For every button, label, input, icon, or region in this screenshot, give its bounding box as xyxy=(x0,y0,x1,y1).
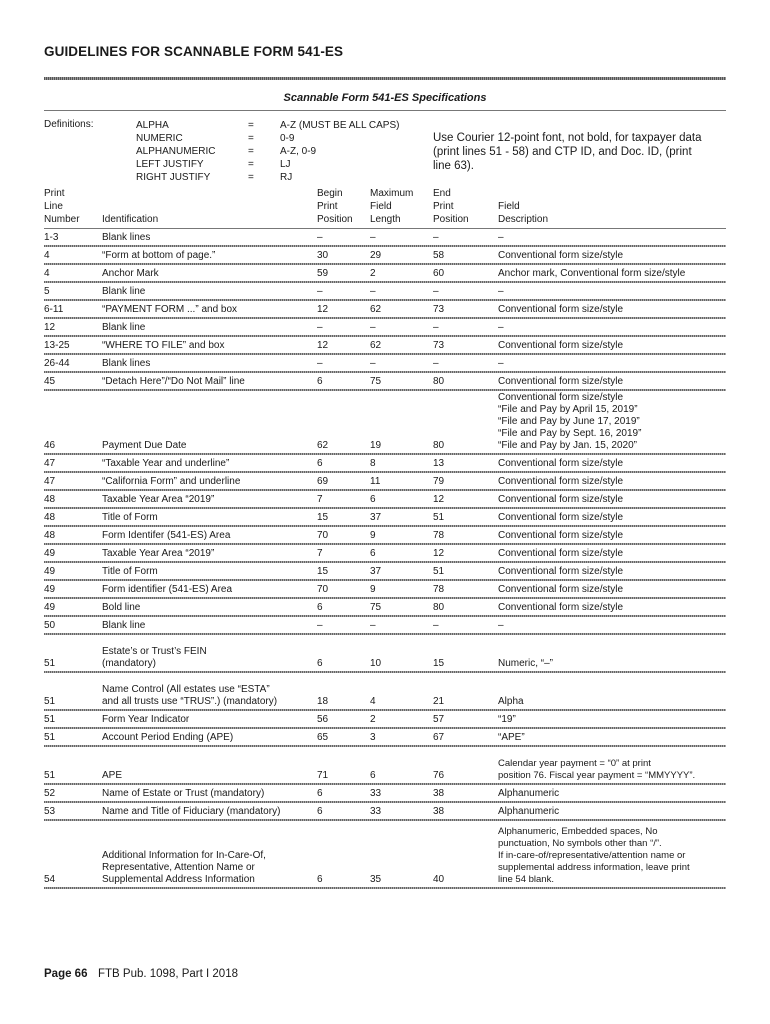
cell-line-number: 13-25 xyxy=(44,340,70,351)
definition-value: LJ xyxy=(280,159,291,170)
cell-end-position: 73 xyxy=(433,304,445,315)
cell-identification: Title of Form xyxy=(102,566,158,577)
cell-identification: Supplemental Address Information xyxy=(102,874,255,885)
row-divider xyxy=(44,389,726,391)
title-rule xyxy=(44,77,726,80)
cell-end-position: 60 xyxy=(433,268,445,279)
cell-end-position: 79 xyxy=(433,476,445,487)
cell-line-number: 49 xyxy=(44,584,56,595)
cell-max-length: 8 xyxy=(370,458,376,469)
row-divider xyxy=(44,525,726,527)
cell-end-position: 12 xyxy=(433,548,445,559)
row-divider xyxy=(44,615,726,617)
cell-line-number: 50 xyxy=(44,620,56,631)
cell-identification: Blank line xyxy=(102,322,146,333)
cell-begin-position: 70 xyxy=(317,530,329,541)
definition-equals: = xyxy=(248,146,254,157)
cell-max-length: 75 xyxy=(370,602,382,613)
cell-identification: “Taxable Year and underline” xyxy=(102,458,230,469)
cell-line-number: 4 xyxy=(44,268,50,279)
cell-identification: Bold line xyxy=(102,602,141,613)
cell-line-number: 51 xyxy=(44,714,56,725)
cell-max-length: – xyxy=(370,232,376,243)
row-divider xyxy=(44,263,726,265)
footer-publication: FTB Pub. 1098, Part I 2018 xyxy=(98,968,238,980)
spec-title-rule xyxy=(44,110,726,111)
header-begin: Position xyxy=(317,214,353,225)
cell-line-number: 49 xyxy=(44,602,56,613)
row-divider xyxy=(44,745,726,747)
cell-max-length: 2 xyxy=(370,714,376,725)
row-divider xyxy=(44,597,726,599)
cell-max-length: 4 xyxy=(370,696,376,707)
cell-identification: Blank lines xyxy=(102,358,151,369)
cell-line-number: 52 xyxy=(44,788,56,799)
header-end: Print xyxy=(433,201,454,212)
cell-max-length: 11 xyxy=(370,476,381,487)
cell-max-length: 6 xyxy=(370,548,376,559)
cell-end-position: 80 xyxy=(433,440,445,451)
cell-end-position: 80 xyxy=(433,602,445,613)
cell-begin-position: 15 xyxy=(317,566,329,577)
header-desc: Description xyxy=(498,214,549,225)
cell-line-number: 48 xyxy=(44,494,56,505)
cell-max-length: 37 xyxy=(370,512,382,523)
cell-begin-position: 12 xyxy=(317,340,329,351)
cell-max-length: 10 xyxy=(370,658,382,669)
cell-end-position: – xyxy=(433,322,439,333)
row-divider xyxy=(44,633,726,635)
cell-begin-position: 6 xyxy=(317,788,323,799)
cell-max-length: – xyxy=(370,358,376,369)
header-max: Length xyxy=(370,214,401,225)
definition-equals: = xyxy=(248,133,254,144)
cell-end-position: 12 xyxy=(433,494,445,505)
cell-end-position: 21 xyxy=(433,696,445,707)
cell-max-length: 33 xyxy=(370,806,382,817)
cell-line-number: 12 xyxy=(44,322,56,333)
cell-max-length: 62 xyxy=(370,304,382,315)
cell-end-position: 78 xyxy=(433,530,445,541)
cell-field-description: line 54 blank. xyxy=(498,874,554,885)
cell-end-position: 38 xyxy=(433,788,445,799)
cell-end-position: 58 xyxy=(433,250,445,261)
cell-end-position: – xyxy=(433,286,439,297)
cell-max-length: 3 xyxy=(370,732,376,743)
row-divider xyxy=(44,887,726,889)
header-desc: Field xyxy=(498,201,520,212)
cell-field-description: Conventional form size/style xyxy=(498,476,624,487)
cell-begin-position: 62 xyxy=(317,440,329,451)
cell-begin-position: 6 xyxy=(317,458,323,469)
cell-field-description: – xyxy=(498,286,504,297)
row-divider xyxy=(44,489,726,491)
cell-line-number: 48 xyxy=(44,512,56,523)
cell-max-length: 6 xyxy=(370,494,376,505)
cell-max-length: 9 xyxy=(370,584,376,595)
row-divider xyxy=(44,579,726,581)
cell-identification: Account Period Ending (APE) xyxy=(102,732,234,743)
cell-identification: APE xyxy=(102,770,123,781)
cell-begin-position: 70 xyxy=(317,584,329,595)
cell-field-description: – xyxy=(498,232,504,243)
row-divider xyxy=(44,335,726,337)
row-divider xyxy=(44,783,726,785)
cell-end-position: 38 xyxy=(433,806,445,817)
cell-line-number: 54 xyxy=(44,874,56,885)
cell-end-position: 51 xyxy=(433,566,445,577)
cell-line-number: 48 xyxy=(44,530,56,541)
cell-field-description: Conventional form size/style xyxy=(498,512,624,523)
cell-max-length: – xyxy=(370,322,376,333)
cell-field-description: “File and Pay by April 15, 2019” xyxy=(498,404,638,415)
cell-max-length: 75 xyxy=(370,376,382,387)
cell-begin-position: 7 xyxy=(317,494,323,505)
cell-begin-position: 65 xyxy=(317,732,329,743)
cell-begin-position: 6 xyxy=(317,376,323,387)
cell-identification: Form Identifer (541-ES) Area xyxy=(102,530,231,541)
header-end: End xyxy=(433,188,451,199)
cell-max-length: – xyxy=(370,286,376,297)
cell-identification: Payment Due Date xyxy=(102,440,187,451)
cell-identification: Estate’s or Trust’s FEIN xyxy=(102,646,207,657)
header-ident: Identification xyxy=(102,214,159,225)
cell-end-position: – xyxy=(433,358,439,369)
cell-identification: and all trusts use “TRUS”.) (mandatory) xyxy=(102,696,278,707)
definition-term: NUMERIC xyxy=(136,133,183,144)
cell-identification: Form identifier (541-ES) Area xyxy=(102,584,233,595)
cell-max-length: 6 xyxy=(370,770,376,781)
header-line: Print xyxy=(44,188,65,199)
cell-line-number: 1-3 xyxy=(44,232,59,243)
cell-line-number: 26-44 xyxy=(44,358,70,369)
definition-value: A-Z, 0-9 xyxy=(280,146,317,157)
cell-begin-position: 6 xyxy=(317,658,323,669)
row-divider xyxy=(44,245,726,247)
cell-max-length: 9 xyxy=(370,530,376,541)
spec-title: Scannable Form 541-ES Specifications xyxy=(283,92,487,104)
cell-end-position: – xyxy=(433,620,439,631)
row-divider xyxy=(44,709,726,711)
cell-field-description: Conventional form size/style xyxy=(498,250,624,261)
cell-max-length: 37 xyxy=(370,566,382,577)
cell-identification: Form Year Indicator xyxy=(102,714,190,725)
cell-field-description: – xyxy=(498,620,504,631)
cell-field-description: punctuation, No symbols other than “/”. xyxy=(498,838,662,849)
cell-identification: Taxable Year Area “2019” xyxy=(102,548,215,559)
cell-max-length: 35 xyxy=(370,874,382,885)
row-divider xyxy=(44,371,726,373)
cell-begin-position: 56 xyxy=(317,714,329,725)
row-divider xyxy=(44,317,726,319)
cell-identification: “PAYMENT FORM ...” and box xyxy=(102,304,238,315)
cell-field-description: Conventional form size/style xyxy=(498,458,624,469)
cell-line-number: 47 xyxy=(44,458,56,469)
definition-value: RJ xyxy=(280,172,293,183)
cell-identification: “Form at bottom of page.” xyxy=(102,250,216,261)
cell-identification: Name and Title of Fiduciary (mandatory) xyxy=(102,806,281,817)
cell-end-position: 57 xyxy=(433,714,445,725)
cell-line-number: 4 xyxy=(44,250,50,261)
definition-term: RIGHT JUSTIFY xyxy=(136,172,211,183)
cell-identification: Anchor Mark xyxy=(102,268,159,279)
cell-field-description: Alpha xyxy=(498,696,524,707)
cell-field-description: “File and Pay by June 17, 2019” xyxy=(498,416,640,427)
cell-end-position: 76 xyxy=(433,770,445,781)
cell-field-description: “File and Pay by Sept. 16, 2019” xyxy=(498,428,642,439)
cell-begin-position: – xyxy=(317,286,323,297)
cell-begin-position: – xyxy=(317,322,323,333)
header-line: Number xyxy=(44,214,80,225)
cell-field-description: Conventional form size/style xyxy=(498,392,624,403)
row-divider xyxy=(44,727,726,729)
cell-line-number: 51 xyxy=(44,732,56,743)
cell-end-position: 67 xyxy=(433,732,445,743)
cell-field-description: Conventional form size/style xyxy=(498,584,624,595)
cell-line-number: 47 xyxy=(44,476,56,487)
cell-begin-position: 18 xyxy=(317,696,329,707)
footer-page-number: Page 66 xyxy=(44,968,88,980)
cell-field-description: Conventional form size/style xyxy=(498,494,624,505)
definition-term: ALPHANUMERIC xyxy=(136,146,216,157)
cell-identification: Representative, Attention Name or xyxy=(102,862,255,873)
cell-line-number: 5 xyxy=(44,286,50,297)
cell-begin-position: 12 xyxy=(317,304,329,315)
header-max: Field xyxy=(370,201,392,212)
row-divider xyxy=(44,561,726,563)
cell-identification: Blank line xyxy=(102,286,146,297)
cell-line-number: 6-11 xyxy=(44,304,64,315)
cell-line-number: 49 xyxy=(44,566,56,577)
definition-value: A-Z (MUST BE ALL CAPS) xyxy=(280,120,400,131)
cell-field-description: “19” xyxy=(498,714,516,725)
cell-identification: “WHERE TO FILE” and box xyxy=(102,340,225,351)
cell-end-position: 40 xyxy=(433,874,445,885)
cell-identification: (mandatory) xyxy=(102,658,156,669)
cell-field-description: Alphanumeric, Embedded spaces, No xyxy=(498,826,658,837)
header-end: Position xyxy=(433,214,469,225)
cell-field-description: Alphanumeric xyxy=(498,806,560,817)
page-title: GUIDELINES FOR SCANNABLE FORM 541-ES xyxy=(44,44,344,59)
cell-identification: Title of Form xyxy=(102,512,158,523)
cell-max-length: 62 xyxy=(370,340,382,351)
definition-equals: = xyxy=(248,120,254,131)
cell-field-description: – xyxy=(498,358,504,369)
cell-line-number: 51 xyxy=(44,696,56,707)
cell-identification: “California Form” and underline xyxy=(102,476,241,487)
cell-begin-position: – xyxy=(317,358,323,369)
definition-term: ALPHA xyxy=(136,120,169,131)
cell-end-position: 78 xyxy=(433,584,445,595)
row-divider xyxy=(44,543,726,545)
cell-max-length: 29 xyxy=(370,250,382,261)
definition-equals: = xyxy=(248,159,254,170)
cell-max-length: 33 xyxy=(370,788,382,799)
header-max: Maximum xyxy=(370,188,414,199)
cell-max-length: – xyxy=(370,620,376,631)
definition-equals: = xyxy=(248,172,254,183)
row-divider xyxy=(44,453,726,455)
definition-term: LEFT JUSTIFY xyxy=(136,159,204,170)
header-begin: Print xyxy=(317,201,338,212)
header-rule xyxy=(44,228,726,229)
definition-value: 0-9 xyxy=(280,133,295,144)
cell-field-description: Conventional form size/style xyxy=(498,530,624,541)
header-begin: Begin xyxy=(317,188,343,199)
cell-line-number: 51 xyxy=(44,770,56,781)
cell-end-position: 80 xyxy=(433,376,445,387)
row-divider xyxy=(44,671,726,673)
cell-field-description: If in-care-of/representative/attention name or xyxy=(498,850,686,861)
cell-field-description: supplemental address information, leave print xyxy=(498,862,690,873)
cell-line-number: 45 xyxy=(44,376,56,387)
cell-begin-position: 30 xyxy=(317,250,329,261)
cell-field-description: position 76. Fiscal year payment = “MMYYYY”. xyxy=(498,770,696,781)
row-divider xyxy=(44,819,726,821)
row-divider xyxy=(44,801,726,803)
cell-line-number: 51 xyxy=(44,658,56,669)
cell-identification: Blank lines xyxy=(102,232,151,243)
cell-field-description: Conventional form size/style xyxy=(498,304,624,315)
cell-begin-position: 7 xyxy=(317,548,323,559)
cell-begin-position: 6 xyxy=(317,806,323,817)
cell-identification: Blank line xyxy=(102,620,146,631)
cell-begin-position: 6 xyxy=(317,602,323,613)
row-divider xyxy=(44,281,726,283)
cell-identification: Additional Information for In-Care-Of, xyxy=(102,850,266,861)
courier-note: Use Courier 12-point font, not bold, for taxpayer data (print lines 51 - 58) and CTP ID, and Doc. ID, (print line 63). xyxy=(433,132,702,172)
cell-field-description: Conventional form size/style xyxy=(498,602,624,613)
cell-end-position: 15 xyxy=(433,658,445,669)
cell-field-description: – xyxy=(498,322,504,333)
row-divider xyxy=(44,299,726,301)
cell-begin-position: – xyxy=(317,232,323,243)
cell-field-description: “File and Pay by Jan. 15, 2020” xyxy=(498,440,637,451)
cell-field-description: Anchor mark, Conventional form size/style xyxy=(498,268,686,279)
cell-field-description: Numeric, “–” xyxy=(498,658,554,669)
cell-end-position: 51 xyxy=(433,512,445,523)
cell-begin-position: 59 xyxy=(317,268,329,279)
cell-begin-position: – xyxy=(317,620,323,631)
row-divider xyxy=(44,353,726,355)
definitions-label: Definitions: xyxy=(44,119,94,130)
cell-end-position: 73 xyxy=(433,340,445,351)
cell-begin-position: 71 xyxy=(317,770,329,781)
cell-field-description: Conventional form size/style xyxy=(498,340,624,351)
cell-field-description: Calendar year payment = “0” at print xyxy=(498,758,651,769)
cell-field-description: Conventional form size/style xyxy=(498,376,624,387)
cell-field-description: Conventional form size/style xyxy=(498,548,624,559)
cell-end-position: 13 xyxy=(433,458,445,469)
cell-line-number: 46 xyxy=(44,440,56,451)
header-line: Line xyxy=(44,201,63,212)
cell-identification: Taxable Year Area “2019” xyxy=(102,494,215,505)
cell-identification: “Detach Here”/“Do Not Mail” line xyxy=(102,376,245,387)
cell-begin-position: 69 xyxy=(317,476,329,487)
cell-max-length: 19 xyxy=(370,440,382,451)
cell-end-position: – xyxy=(433,232,439,243)
cell-identification: Name Control (All estates use “ESTA” xyxy=(102,684,270,695)
row-divider xyxy=(44,507,726,509)
cell-field-description: Alphanumeric xyxy=(498,788,560,799)
cell-field-description: Conventional form size/style xyxy=(498,566,624,577)
cell-begin-position: 6 xyxy=(317,874,323,885)
cell-line-number: 53 xyxy=(44,806,56,817)
cell-field-description: “APE” xyxy=(498,732,525,743)
cell-line-number: 49 xyxy=(44,548,56,559)
cell-identification: Name of Estate or Trust (mandatory) xyxy=(102,788,265,799)
row-divider xyxy=(44,471,726,473)
cell-max-length: 2 xyxy=(370,268,376,279)
cell-begin-position: 15 xyxy=(317,512,329,523)
